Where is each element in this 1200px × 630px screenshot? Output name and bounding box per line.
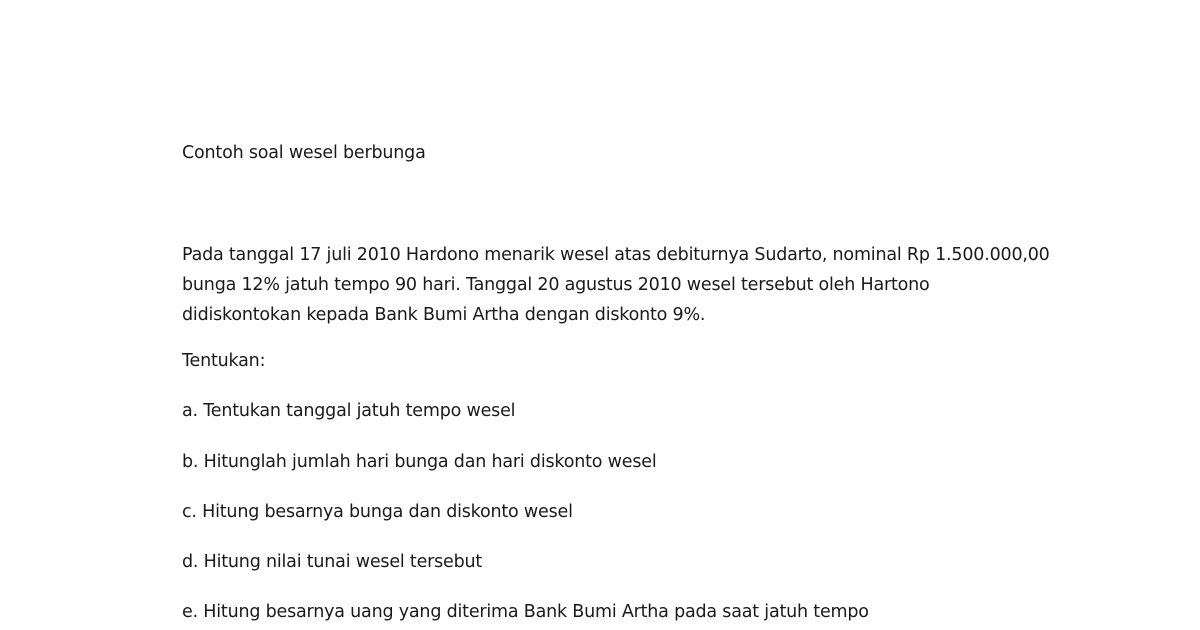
- instruction-label: Tentukan:: [182, 351, 266, 371]
- question-item-e: e. Hitung besarnya uang yang diterima Bank Bumi Artha pada saat jatuh tempo: [182, 602, 869, 623]
- document-title: Contoh soal wesel berbunga: [182, 143, 426, 163]
- question-item-b: b. Hitunglah jumlah hari bunga dan hari diskonto wesel: [182, 451, 657, 472]
- question-item-d: d. Hitung nilai tunai wesel tersebut: [182, 552, 483, 573]
- paragraph-line: didiskontokan kepada Bank Bumi Artha dengan diskonto 9%.: [182, 305, 706, 325]
- question-item-a: a. Tentukan tanggal jatuh tempo wesel: [182, 401, 516, 422]
- problem-paragraph: [182, 240, 1082, 330]
- question-item-c: c. Hitung besarnya bunga dan diskonto wesel: [182, 501, 573, 522]
- question-list: [182, 396, 1082, 627]
- document-body: [182, 140, 1082, 627]
- paragraph-line: bunga 12% jatuh tempo 90 hari. Tanggal 20 agustus 2010 wesel tersebut oleh Hartono: [182, 275, 930, 295]
- paragraph-line: Pada tanggal 17 juli 2010 Hardono menarik wesel atas debiturnya Sudarto, nominal Rp 1.500.000,00: [182, 245, 1050, 265]
